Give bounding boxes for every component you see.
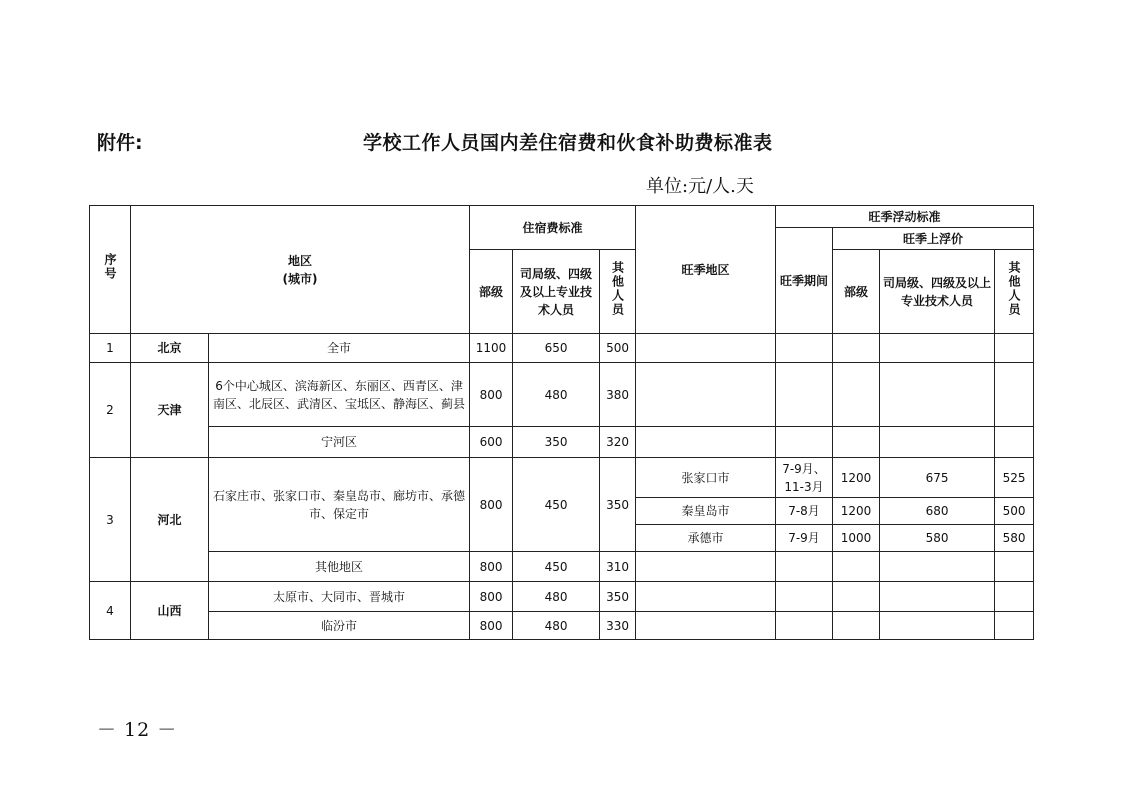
attachment-label: 附件: xyxy=(97,132,143,154)
province-cell: 山西 xyxy=(131,582,209,640)
province-cell: 天津 xyxy=(131,363,209,458)
others-cell: 310 xyxy=(600,552,636,582)
ministerial-cell: 800 xyxy=(470,612,513,640)
peak-others-cell: 525 xyxy=(995,458,1034,498)
ministerial-cell: 800 xyxy=(470,363,513,427)
bureau-cell: 450 xyxy=(513,458,600,552)
city-cell: 宁河区 xyxy=(209,427,470,458)
table-row xyxy=(90,458,1034,498)
page-number: － 12 － xyxy=(97,719,178,741)
header-peak-float: 旺季浮动标准 xyxy=(776,206,1034,228)
header-lodging: 住宿费标准 xyxy=(470,206,636,250)
city-cell: 全市 xyxy=(209,334,470,363)
others-cell: 380 xyxy=(600,363,636,427)
unit-note: 单位:元/人.天 xyxy=(646,176,754,197)
ministerial-cell: 800 xyxy=(470,582,513,612)
peak-bureau-cell: 680 xyxy=(880,498,995,525)
header-region: 地区 (城市) xyxy=(131,206,470,334)
header-peak-region: 旺季地区 xyxy=(636,206,776,334)
seq-cell: 2 xyxy=(90,363,131,458)
others-cell: 350 xyxy=(600,458,636,552)
bureau-cell: 450 xyxy=(513,552,600,582)
standards-table xyxy=(89,205,1034,640)
header-peak-period: 旺季期间 xyxy=(776,228,833,334)
others-cell: 320 xyxy=(600,427,636,458)
ministerial-cell: 800 xyxy=(470,458,513,552)
others-cell: 350 xyxy=(600,582,636,612)
peak-ministerial-cell: 1200 xyxy=(833,498,880,525)
peak-region-cell: 秦皇岛市 xyxy=(636,498,776,525)
peak-others-cell: 500 xyxy=(995,498,1034,525)
header-ministerial: 部级 xyxy=(470,250,513,334)
table-row xyxy=(90,334,1034,363)
seq-cell: 3 xyxy=(90,458,131,582)
header-bureau: 司局级、四级及以上专业技术人员 xyxy=(513,250,600,334)
page-title: 学校工作人员国内差住宿费和伙食补助费标准表 xyxy=(363,132,773,154)
header-peak-bureau: 司局级、四级及以上专业技术人员 xyxy=(880,250,995,334)
city-cell: 太原市、大同市、晋城市 xyxy=(209,582,470,612)
table-row xyxy=(90,582,1034,612)
ministerial-cell: 1100 xyxy=(470,334,513,363)
header-seq: 序号 xyxy=(90,206,131,334)
bureau-cell: 480 xyxy=(513,582,600,612)
city-cell: 其他地区 xyxy=(209,552,470,582)
peak-ministerial-cell: 1200 xyxy=(833,458,880,498)
peak-bureau-cell: 580 xyxy=(880,525,995,552)
peak-region-cell: 承德市 xyxy=(636,525,776,552)
peak-period-cell: 7-9月、11-3月 xyxy=(776,458,833,498)
province-cell: 河北 xyxy=(131,458,209,582)
others-cell: 330 xyxy=(600,612,636,640)
peak-period-cell: 7-9月 xyxy=(776,525,833,552)
ministerial-cell: 600 xyxy=(470,427,513,458)
city-cell: 临汾市 xyxy=(209,612,470,640)
province-cell: 北京 xyxy=(131,334,209,363)
table-row xyxy=(90,612,1034,640)
peak-period-cell: 7-8月 xyxy=(776,498,833,525)
table-row xyxy=(90,427,1034,458)
city-cell: 石家庄市、张家口市、秦皇岛市、廊坊市、承德市、保定市 xyxy=(209,458,470,552)
header-peak-others: 其他人员 xyxy=(995,250,1034,334)
peak-bureau-cell: 675 xyxy=(880,458,995,498)
others-cell: 500 xyxy=(600,334,636,363)
peak-ministerial-cell: 1000 xyxy=(833,525,880,552)
seq-cell: 4 xyxy=(90,582,131,640)
header-others: 其他人员 xyxy=(600,250,636,334)
peak-others-cell: 580 xyxy=(995,525,1034,552)
header-peak-up: 旺季上浮价 xyxy=(833,228,1034,250)
peak-region-cell: 张家口市 xyxy=(636,458,776,498)
city-cell: 6个中心城区、滨海新区、东丽区、西青区、津南区、北辰区、武清区、宝坻区、静海区、蓟县 xyxy=(209,363,470,427)
bureau-cell: 650 xyxy=(513,334,600,363)
bureau-cell: 480 xyxy=(513,612,600,640)
ministerial-cell: 800 xyxy=(470,552,513,582)
seq-cell: 1 xyxy=(90,334,131,363)
table-row xyxy=(90,363,1034,427)
header-peak-ministerial: 部级 xyxy=(833,250,880,334)
bureau-cell: 480 xyxy=(513,363,600,427)
table-row xyxy=(90,552,1034,582)
bureau-cell: 350 xyxy=(513,427,600,458)
